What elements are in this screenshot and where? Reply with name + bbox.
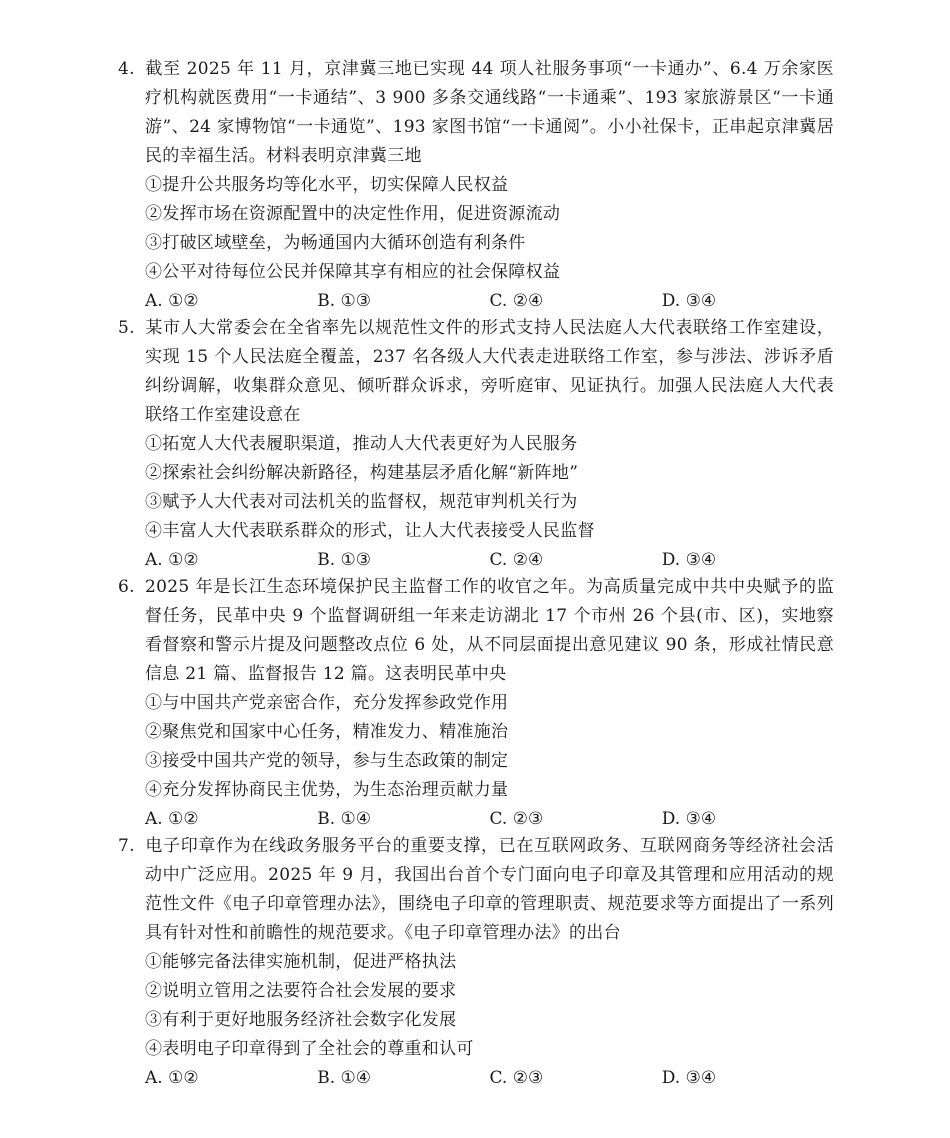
question-stem bbox=[118, 314, 834, 430]
statement-option: ②聚焦党和国家中心任务，精准发力、精准施治 bbox=[145, 722, 509, 742]
answer-choice-c: C. ②④ bbox=[489, 550, 544, 570]
statement-option: ④丰富人大代表联系群众的形式，让人大代表接受人民监督 bbox=[145, 521, 595, 541]
answer-choice-b: B. ①④ bbox=[317, 1068, 372, 1088]
question-4 bbox=[118, 55, 834, 316]
question-number: 4. bbox=[118, 59, 135, 79]
statement-option: ④表明电子印章得到了全社会的尊重和认可 bbox=[145, 1039, 474, 1059]
statement-option: ③接受中国共产党的领导，参与生态政策的制定 bbox=[145, 751, 509, 771]
answer-choice-b: B. ①③ bbox=[317, 291, 372, 311]
statement-option: ①拓宽人大代表履职渠道，推动人大代表更好为人民服务 bbox=[145, 434, 578, 454]
answer-choices bbox=[118, 546, 834, 575]
question-stem bbox=[118, 573, 834, 689]
question-5 bbox=[118, 314, 834, 575]
answer-choice-d: D. ③④ bbox=[661, 809, 717, 829]
answer-choice-a: A. ①② bbox=[145, 550, 199, 570]
answer-choices bbox=[118, 1064, 834, 1093]
statement-option: ①提升公共服务均等化水平，切实保障人民权益 bbox=[145, 175, 509, 195]
question-text: 2025 年是长江生态环境保护民主监督工作的收官之年。为高质量完成中共中央赋予的监督任务，民革中央 9 个监督调研组一年来走访湖北 17 个市州 26 个县(市、区)，实地察看督察和警示片提及问题整改点位 6 处，从不同层面提出意见建议 90 条，形成社情民意信息 21 篇、监督报告 12 篇。这表明民革中央 bbox=[145, 577, 834, 684]
answer-choice-a: A. ①② bbox=[145, 809, 199, 829]
statement-option: ③有利于更好地服务经济社会数字化发展 bbox=[145, 1010, 457, 1030]
answer-choice-a: A. ①② bbox=[145, 1068, 199, 1088]
statement-option: ③赋予人大代表对司法机关的监督权，规范审判机关行为 bbox=[145, 492, 578, 512]
answer-choice-d: D. ③④ bbox=[661, 1068, 717, 1088]
statement-option: ①能够完备法律实施机制，促进严格执法 bbox=[145, 952, 457, 972]
answer-choice-d: D. ③④ bbox=[661, 291, 717, 311]
statement-option: ④公平对待每位公民并保障其享有相应的社会保障权益 bbox=[145, 262, 561, 282]
question-number: 5. bbox=[118, 318, 135, 338]
answer-choice-d: D. ③④ bbox=[661, 550, 717, 570]
answer-choice-b: B. ①③ bbox=[317, 550, 372, 570]
answer-choice-b: B. ①④ bbox=[317, 809, 372, 829]
answer-choice-c: C. ②③ bbox=[489, 809, 544, 829]
answer-choice-a: A. ①② bbox=[145, 291, 199, 311]
question-text: 截至 2025 年 11 月，京津冀三地已实现 44 项人社服务事项“一卡通办”、6.4 万余家医疗机构就医费用“一卡通结”、3 900 多条交通线路“一卡通乘”、193 家旅游景区“一卡通游”、24 家博物馆“一卡通览”、193 家图书馆“一卡通阅”。小小社保卡，正串起京津冀居民的幸福生活。材料表明京津冀三地 bbox=[145, 59, 834, 166]
statement-option: ①与中国共产党亲密合作，充分发挥参政党作用 bbox=[145, 693, 509, 713]
statement-option: ②发挥市场在资源配置中的决定性作用，促进资源流动 bbox=[145, 204, 561, 224]
answer-choice-c: C. ②③ bbox=[489, 1068, 544, 1088]
question-number: 7. bbox=[118, 836, 135, 856]
question-7 bbox=[118, 832, 834, 1093]
question-stem bbox=[118, 55, 834, 171]
answer-choices bbox=[118, 287, 834, 316]
question-number: 6. bbox=[118, 577, 135, 597]
statement-option: ④充分发挥协商民主优势，为生态治理贡献力量 bbox=[145, 780, 509, 800]
statement-option: ②说明立管用之法要符合社会发展的要求 bbox=[145, 981, 457, 1001]
answer-choice-c: C. ②④ bbox=[489, 291, 544, 311]
question-text: 电子印章作为在线政务服务平台的重要支撑，已在互联网政务、互联网商务等经济社会活动中广泛应用。2025 年 9 月，我国出台首个专门面向电子印章及其管理和应用活动的规范性文件《电子印章管理办法》，围绕电子印章的管理职责、规范要求等方面提出了一系列具有针对性和前瞻性的规范要求。《电子印章管理办法》的出台 bbox=[145, 836, 834, 943]
statement-option: ②探索社会纠纷解决新路径，构建基层矛盾化解“新阵地” bbox=[145, 463, 579, 483]
statement-option: ③打破区域壁垒，为畅通国内大循环创造有利条件 bbox=[145, 233, 526, 253]
question-text: 某市人大常委会在全省率先以规范性文件的形式支持人民法庭人大代表联络工作室建设，实现 15 个人民法庭全覆盖，237 名各级人大代表走进联络工作室，参与涉法、涉诉矛盾纠纷调解，收集群众意见、倾听群众诉求，旁听庭审、见证执行。加强人民法庭人大代表联络工作室建设意在 bbox=[145, 318, 834, 425]
question-stem bbox=[118, 832, 834, 948]
answer-choices bbox=[118, 805, 834, 834]
question-6 bbox=[118, 573, 834, 834]
